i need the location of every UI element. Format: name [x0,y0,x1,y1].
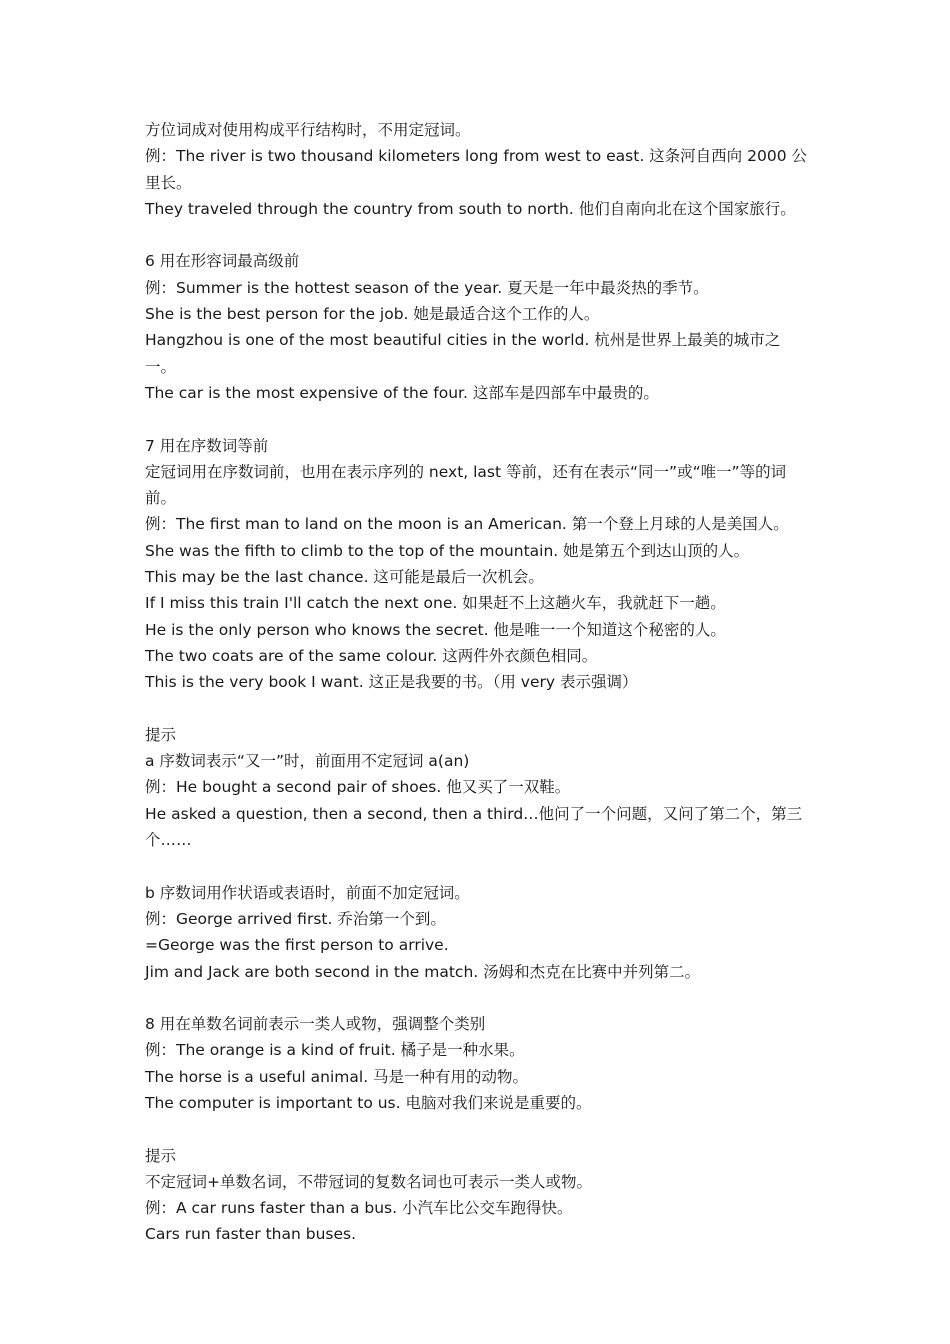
text-line: Jim and Jack are both second in the match. 汤姆和杰克在比赛中并列第二。 [145,962,701,981]
text-line: The two coats are of the same colour. 这两件外衣颜色相同。 [145,646,598,665]
text-line: This is the very book I want. 这正是我要的书。（用 very 表示强调） [145,673,638,692]
text-line: a 序数词表示“又一”时，前面用不定冠词 a(an) [145,752,470,771]
document-page [145,117,810,1248]
text-line: 方位词成对使用构成平行结构时，不用定冠词。 [145,121,471,139]
blank-line [145,222,810,248]
blank-line [145,1116,810,1142]
text-line: =George was the first person to arrive. [145,936,449,955]
section-heading: 7 用在序数词等前 [145,436,269,455]
text-line: 例：A car runs faster than a bus. 小汽车比公交车跑得快。 [145,1199,573,1218]
text-line: They traveled through the country from south to north. 他们自南向北在这个国家旅行。 [145,199,796,218]
text-line: He is the only person who knows the secret. 他是唯一一个知道这个秘密的人。 [145,620,726,639]
section-heading: 6 用在形容词最高级前 [145,252,300,271]
text-line: The computer is important to us. 电脑对我们来说是重要的。 [145,1093,592,1112]
text-line: He asked a question, then a second, then a third…他问了一个问题，又问了第二个，第三个…… [145,804,803,850]
text-line: 例：The first man to land on the moon is an American. 第一个登上月球的人是美国人。 [145,515,789,534]
text-line: 定冠词用在序数词前，也用在表示序列的 next, last 等前，还有在表示“同一”或“唯一”等的词前。 [145,462,787,508]
tip-heading: 提示 [145,1146,177,1165]
text-line: 不定冠词+单数名词，不带冠词的复数名词也可表示一类人或物。 [145,1172,592,1191]
text-line: 例：George arrived first. 乔治第一个到。 [145,909,446,928]
text-line: b 序数词用作状语或表语时，前面不加定冠词。 [145,883,470,902]
text-line: 例：The river is two thousand kilometers long from west to east. 这条河自西向 2000 公里长。 [145,147,807,192]
text-line: If I miss this train I'll catch the next one. 如果赶不上这趟火车，我就赶下一趟。 [145,594,726,613]
text-line: The car is the most expensive of the four. 这部车是四部车中最贵的。 [145,383,659,402]
text-line: Cars run faster than buses. [145,1225,357,1244]
blank-line [145,985,810,1011]
text-line: This may be the last chance. 这可能是最后一次机会。 [145,568,544,587]
blank-line [145,696,810,722]
text-line: 例：He bought a second pair of shoes. 他又买了一双鞋。 [145,778,571,797]
text-line: The horse is a useful animal. 马是一种有用的动物。 [145,1067,529,1086]
tip-heading: 提示 [145,725,177,744]
text-line: 例：Summer is the hottest season of the year. 夏天是一年中最炎热的季节。 [145,278,709,297]
blank-line [145,406,810,432]
blank-line [145,853,810,879]
section-heading: 8 用在单数名词前表示一类人或物，强调整个类别 [145,1015,486,1034]
text-line: She is the best person for the job. 她是最适合这个工作的人。 [145,305,600,324]
text-line: Hangzhou is one of the most beautiful cities in the world. 杭州是世界上最美的城市之一。 [145,331,781,376]
text-line: She was the fifth to climb to the top of the mountain. 她是第五个到达山顶的人。 [145,541,750,560]
text-line: 例：The orange is a kind of fruit. 橘子是一种水果。 [145,1041,525,1060]
